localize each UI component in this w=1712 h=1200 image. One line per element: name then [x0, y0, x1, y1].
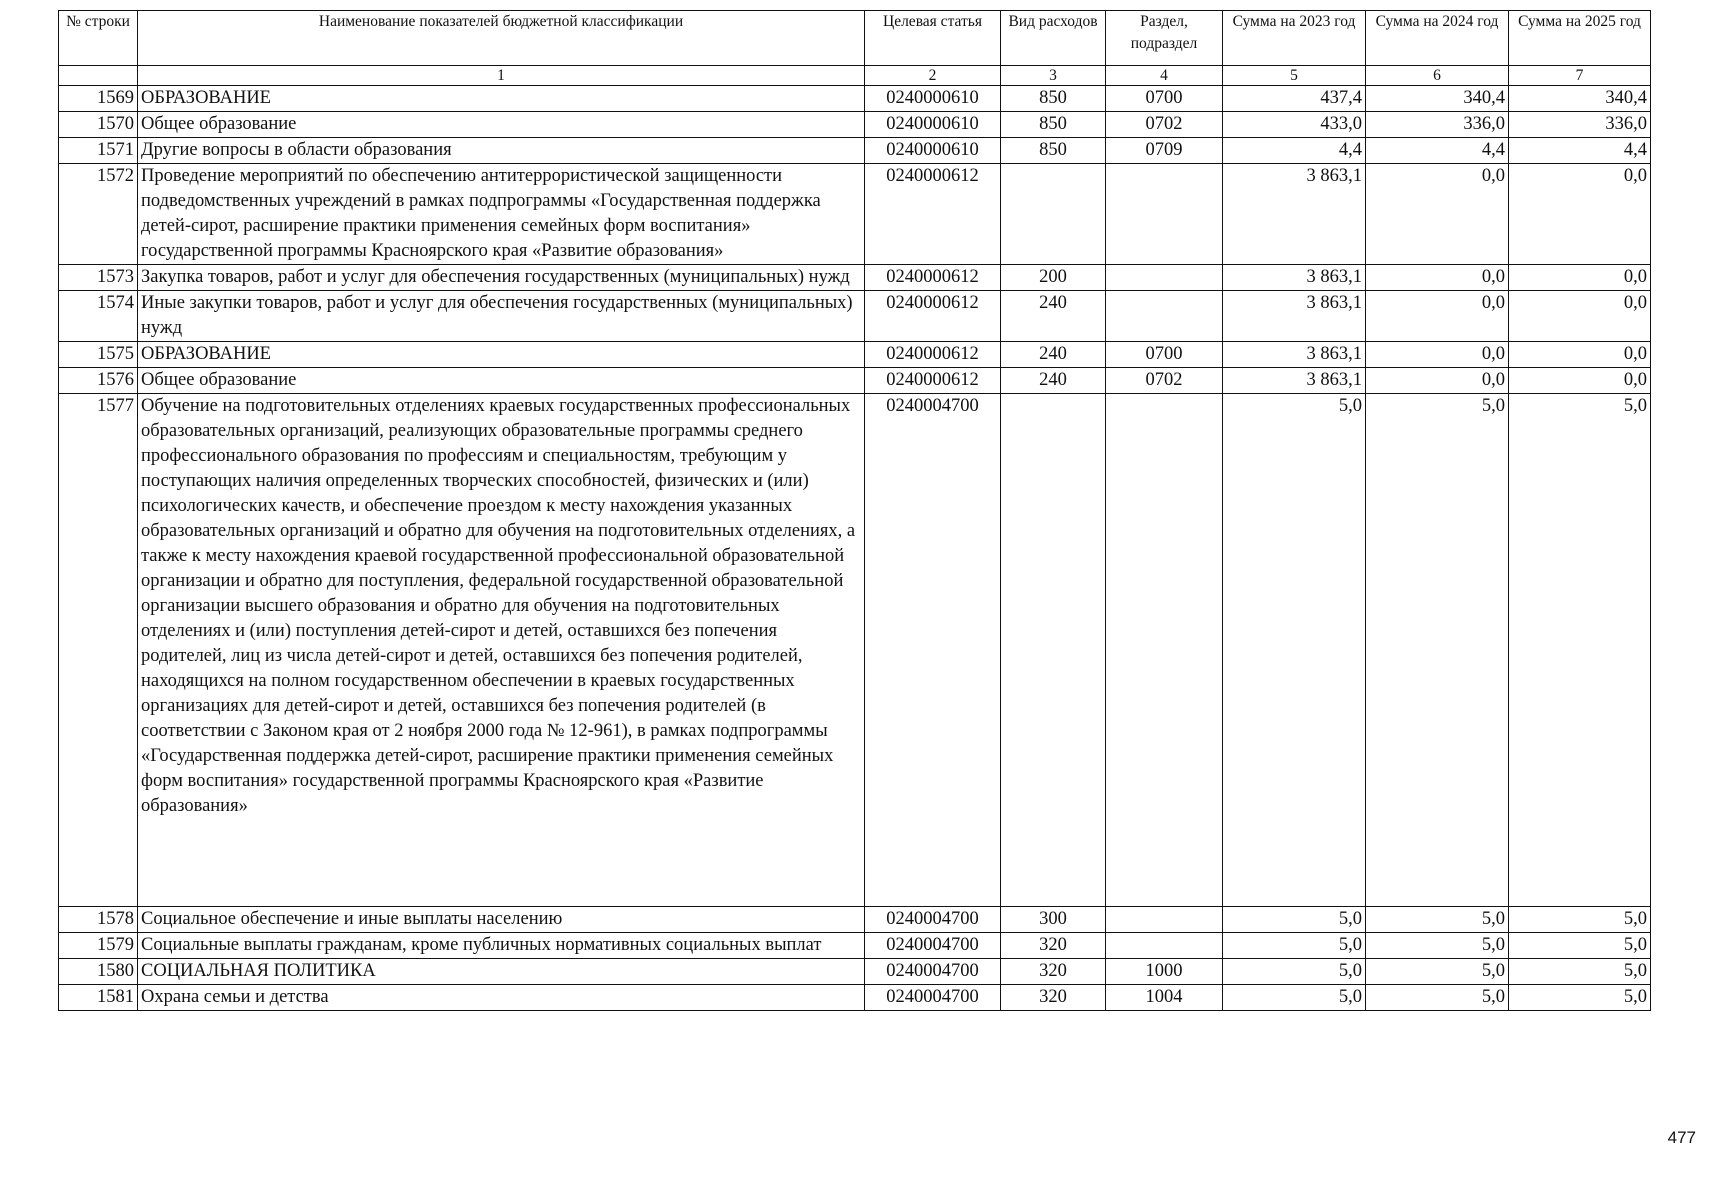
header-name: Наименование показателей бюджетной классификации — [138, 11, 865, 66]
row-sum-2025: 5,0 — [1509, 907, 1651, 933]
row-name: СОЦИАЛЬНАЯ ПОЛИТИКА — [138, 959, 865, 985]
row-sum-2023: 437,4 — [1223, 86, 1366, 112]
row-target-article: 0240004700 — [865, 394, 1001, 907]
row-expense-type — [1001, 164, 1106, 265]
table-row — [59, 342, 1651, 368]
row-sum-2024: 5,0 — [1366, 959, 1509, 985]
row-target-article: 0240004700 — [865, 933, 1001, 959]
row-sum-2025: 5,0 — [1509, 394, 1651, 907]
row-sum-2025: 5,0 — [1509, 985, 1651, 1011]
row-name: Иные закупки товаров, работ и услуг для обеспечения государственных (муниципальных) нужд — [138, 291, 865, 342]
header-expense-type: Вид расходов — [1001, 11, 1106, 66]
row-expense-type: 300 — [1001, 907, 1106, 933]
row-section: 0702 — [1106, 112, 1223, 138]
row-sum-2024: 0,0 — [1366, 291, 1509, 342]
budget-table — [58, 10, 1651, 1011]
row-name: Закупка товаров, работ и услуг для обеспечения государственных (муниципальных) нужд — [138, 265, 865, 291]
table-row — [59, 907, 1651, 933]
row-section — [1106, 265, 1223, 291]
row-sum-2023: 5,0 — [1223, 959, 1366, 985]
row-sum-2023: 4,4 — [1223, 138, 1366, 164]
row-section — [1106, 394, 1223, 907]
row-sum-2023: 3 863,1 — [1223, 368, 1366, 394]
row-number: 1571 — [59, 138, 138, 164]
row-name: Общее образование — [138, 368, 865, 394]
table-row — [59, 112, 1651, 138]
row-sum-2025: 0,0 — [1509, 368, 1651, 394]
row-expense-type: 240 — [1001, 342, 1106, 368]
row-number: 1574 — [59, 291, 138, 342]
row-target-article: 0240000612 — [865, 291, 1001, 342]
header-section: Раздел, подраздел — [1106, 11, 1223, 66]
row-target-article: 0240004700 — [865, 985, 1001, 1011]
budget-table-sheet — [58, 10, 1650, 1011]
table-row — [59, 985, 1651, 1011]
row-sum-2024: 5,0 — [1366, 933, 1509, 959]
row-section — [1106, 907, 1223, 933]
row-sum-2023: 3 863,1 — [1223, 265, 1366, 291]
row-sum-2025: 0,0 — [1509, 164, 1651, 265]
row-target-article: 0240000610 — [865, 86, 1001, 112]
row-number: 1580 — [59, 959, 138, 985]
row-name: Проведение мероприятий по обеспечению антитеррористической защищенности подведомственных учреждений в рамках подпрограммы «Государственная поддержка детей-сирот, расширение практики применения семейных форм воспитания» государственной программы Красноярского края «Развитие образования» — [138, 164, 865, 265]
row-target-article: 0240004700 — [865, 959, 1001, 985]
row-name: ОБРАЗОВАНИЕ — [138, 342, 865, 368]
header-target-article: Целевая статья — [865, 11, 1001, 66]
row-target-article: 0240000610 — [865, 112, 1001, 138]
row-name: Охрана семьи и детства — [138, 985, 865, 1011]
row-expense-type: 850 — [1001, 138, 1106, 164]
row-sum-2023: 3 863,1 — [1223, 291, 1366, 342]
row-sum-2024: 0,0 — [1366, 164, 1509, 265]
table-row — [59, 368, 1651, 394]
row-sum-2025: 0,0 — [1509, 342, 1651, 368]
header-row-number: № строки — [59, 11, 138, 66]
row-sum-2023: 5,0 — [1223, 985, 1366, 1011]
row-sum-2025: 5,0 — [1509, 959, 1651, 985]
row-name: Социальное обеспечение и иные выплаты населению — [138, 907, 865, 933]
row-sum-2025: 0,0 — [1509, 291, 1651, 342]
row-sum-2023: 5,0 — [1223, 907, 1366, 933]
row-sum-2025: 0,0 — [1509, 265, 1651, 291]
row-expense-type: 850 — [1001, 112, 1106, 138]
header-sum-2024: Сумма на 2024 год — [1366, 11, 1509, 66]
table-body — [59, 86, 1651, 1011]
row-sum-2025: 4,4 — [1509, 138, 1651, 164]
column-number: 3 — [1001, 66, 1106, 86]
table-row — [59, 86, 1651, 112]
row-sum-2023: 3 863,1 — [1223, 164, 1366, 265]
row-name: Социальные выплаты гражданам, кроме публичных нормативных социальных выплат — [138, 933, 865, 959]
row-section: 0700 — [1106, 342, 1223, 368]
row-number: 1579 — [59, 933, 138, 959]
table-row — [59, 933, 1651, 959]
row-section: 0700 — [1106, 86, 1223, 112]
table-row — [59, 959, 1651, 985]
row-expense-type: 200 — [1001, 265, 1106, 291]
row-sum-2023: 433,0 — [1223, 112, 1366, 138]
row-number: 1575 — [59, 342, 138, 368]
row-number: 1581 — [59, 985, 138, 1011]
row-name: Другие вопросы в области образования — [138, 138, 865, 164]
row-sum-2025: 336,0 — [1509, 112, 1651, 138]
row-sum-2024: 4,4 — [1366, 138, 1509, 164]
row-number: 1578 — [59, 907, 138, 933]
table-row — [59, 138, 1651, 164]
row-number: 1577 — [59, 394, 138, 907]
row-target-article: 0240000612 — [865, 164, 1001, 265]
column-number: 6 — [1366, 66, 1509, 86]
column-number: 7 — [1509, 66, 1651, 86]
row-expense-type — [1001, 394, 1106, 907]
row-section — [1106, 291, 1223, 342]
row-target-article: 0240004700 — [865, 907, 1001, 933]
table-row — [59, 265, 1651, 291]
row-sum-2024: 340,4 — [1366, 86, 1509, 112]
row-sum-2024: 0,0 — [1366, 342, 1509, 368]
row-sum-2024: 5,0 — [1366, 985, 1509, 1011]
column-number: 1 — [138, 66, 865, 86]
row-number: 1572 — [59, 164, 138, 265]
row-section: 0709 — [1106, 138, 1223, 164]
row-expense-type: 320 — [1001, 985, 1106, 1011]
row-number: 1573 — [59, 265, 138, 291]
row-sum-2023: 3 863,1 — [1223, 342, 1366, 368]
row-section — [1106, 164, 1223, 265]
column-number: 2 — [865, 66, 1001, 86]
row-section: 1000 — [1106, 959, 1223, 985]
row-target-article: 0240000612 — [865, 368, 1001, 394]
row-target-article: 0240000612 — [865, 265, 1001, 291]
header-sum-2025: Сумма на 2025 год — [1509, 11, 1651, 66]
column-number: 4 — [1106, 66, 1223, 86]
column-number: 5 — [1223, 66, 1366, 86]
row-name: Общее образование — [138, 112, 865, 138]
row-sum-2023: 5,0 — [1223, 933, 1366, 959]
row-target-article: 0240000612 — [865, 342, 1001, 368]
row-section — [1106, 933, 1223, 959]
row-section: 0702 — [1106, 368, 1223, 394]
row-sum-2024: 5,0 — [1366, 394, 1509, 907]
row-number: 1569 — [59, 86, 138, 112]
table-row — [59, 291, 1651, 342]
row-expense-type: 320 — [1001, 933, 1106, 959]
row-section: 1004 — [1106, 985, 1223, 1011]
row-sum-2024: 0,0 — [1366, 265, 1509, 291]
row-number: 1570 — [59, 112, 138, 138]
row-name: Обучение на подготовительных отделениях краевых государственных профессиональных образовательных организаций, реализующих образовательные программы среднего профессионального образования по профессиям и специальностям, требующим у поступающих наличия определенных творческих способностей, физических и (или) психологических качеств, и обеспечение проездом к месту нахождения указанных образовательных организаций и обратно для обучения на подготовительных отделениях, а также к месту нахождения краевой государственной профессиональной образовательной организации и обратно для поступления, федеральной государственной образовательной организации высшего образования и обратно для обучения на подготовительных отделениях и (или) поступления детей-сирот и детей, оставшихся без попечения родителей, лиц из числа детей-сирот и детей, оставшихся без попечения родителей, находящихся на полном государственном обеспечении в краевых государственных организациях для детей-сирот и детей, оставшихся без попечения родителей (в соответствии с Законом края от 2 ноября 2000 года № 12-961), в рамках подпрограммы «Государственная поддержка детей-сирот, расширение практики применения семейных форм воспитания» государственной программы Красноярского края «Развитие образования» — [138, 394, 865, 907]
row-sum-2023: 5,0 — [1223, 394, 1366, 907]
page-number: 477 — [1667, 1128, 1696, 1147]
row-target-article: 0240000610 — [865, 138, 1001, 164]
row-expense-type: 850 — [1001, 86, 1106, 112]
row-number: 1576 — [59, 368, 138, 394]
header-sum-2023: Сумма на 2023 год — [1223, 11, 1366, 66]
table-header — [59, 11, 1651, 86]
column-number-row — [59, 66, 1651, 86]
row-sum-2025: 340,4 — [1509, 86, 1651, 112]
row-expense-type: 240 — [1001, 368, 1106, 394]
row-expense-type: 320 — [1001, 959, 1106, 985]
table-row — [59, 394, 1651, 907]
row-name: ОБРАЗОВАНИЕ — [138, 86, 865, 112]
row-sum-2024: 0,0 — [1366, 368, 1509, 394]
header-row — [59, 11, 1651, 66]
row-sum-2025: 5,0 — [1509, 933, 1651, 959]
row-sum-2024: 336,0 — [1366, 112, 1509, 138]
row-expense-type: 240 — [1001, 291, 1106, 342]
column-number — [59, 66, 138, 86]
table-row — [59, 164, 1651, 265]
row-sum-2024: 5,0 — [1366, 907, 1509, 933]
